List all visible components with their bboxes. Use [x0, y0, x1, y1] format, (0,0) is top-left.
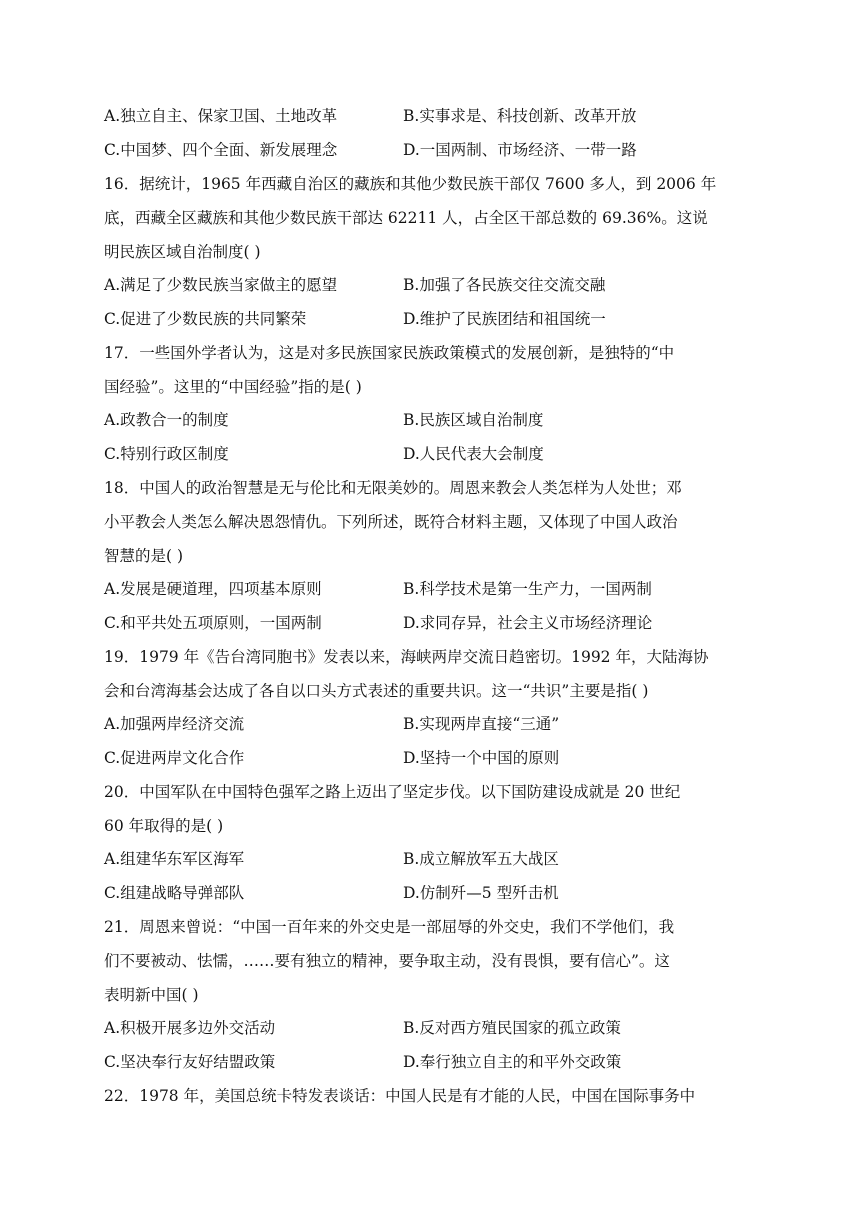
question-text-line: 60 年取得的是( ): [104, 817, 224, 835]
answer-option: A.满足了少数民族当家做主的愿望: [104, 276, 338, 294]
answer-option: D.坚持一个中国的原则: [403, 749, 560, 767]
answer-option: A.加强两岸经济交流: [104, 715, 245, 733]
question-text-line: 21．周恩来曾说：“中国一百年来的外交史是一部屈辱的外交史，我们不学他们，我: [104, 918, 675, 936]
answer-option: B.实事求是、科技创新、改革开放: [403, 107, 637, 125]
answer-option: B.加强了各民族交往交流交融: [403, 276, 606, 294]
question-text-line: 明民族区域自治制度( ): [104, 243, 261, 261]
answer-option: C.促进了少数民族的共同繁荣: [104, 310, 307, 328]
answer-option: A.独立自主、保家卫国、土地改革: [104, 107, 338, 125]
question-text-line: 20．中国军队在中国特色强军之路上迈出了坚定步伐。以下国防建设成就是 20 世纪: [104, 783, 681, 801]
question-text-line: 表明新中国( ): [104, 986, 199, 1004]
answer-option: A.政教合一的制度: [104, 411, 229, 429]
answer-option: D.维护了民族团结和祖国统一: [403, 310, 606, 328]
answer-option: D.仿制歼—5 型歼击机: [403, 884, 559, 902]
question-text-line: 19．1979 年《告台湾同胞书》发表以来，海峡两岸交流日趋密切。1992 年，大陆海协: [104, 648, 709, 666]
answer-option: A.积极开展多边外交活动: [104, 1019, 276, 1037]
answer-option: A.发展是硬道理，四项基本原则: [104, 580, 322, 598]
question-text-line: 18．中国人的政治智慧是无与伦比和无限美妙的。周恩来教会人类怎样为人处世；邓: [104, 479, 682, 497]
answer-option: A.组建华东军区海军: [104, 850, 245, 868]
question-text-line: 22．1978 年，美国总统卡特发表谈话：中国人民是有才能的人民，中国在国际事务中: [104, 1087, 696, 1105]
question-text-line: 小平教会人类怎么解决恩怨情仇。下列所述，既符合材料主题，又体现了中国人政治: [104, 513, 678, 531]
question-text-line: 底，西藏全区藏族和其他少数民族干部达 62211 人，占全区干部总数的 69.36%。这说: [104, 209, 708, 227]
answer-option: B.实现两岸直接“三通”: [403, 715, 560, 733]
question-text-line: 们不要被动、怯懦，……要有独立的精神，要争取主动，没有畏惧，要有信心”。这: [104, 952, 670, 970]
answer-option: B.反对西方殖民国家的孤立政策: [403, 1019, 621, 1037]
question-text-line: 会和台湾海基会达成了各自以口头方式表述的重要共识。这一“共识”主要是指( ): [104, 682, 649, 700]
answer-option: D.奉行独立自主的和平外交政策: [403, 1053, 622, 1071]
answer-option: B.成立解放军五大战区: [403, 850, 559, 868]
answer-option: C.组建战略导弹部队: [104, 884, 245, 902]
question-text-line: 16．据统计，1965 年西藏自治区的藏族和其他少数民族干部仅 7600 多人，到 2006 年: [104, 175, 717, 193]
question-text-line: 智慧的是( ): [104, 547, 184, 565]
answer-option: C.坚决奉行友好结盟政策: [104, 1053, 276, 1071]
answer-option: D.求同存异，社会主义市场经济理论: [403, 614, 653, 632]
answer-option: D.一国两制、市场经济、一带一路: [403, 141, 637, 159]
answer-option: C.中国梦、四个全面、新发展理念: [104, 141, 338, 159]
answer-option: B.民族区域自治制度: [403, 411, 544, 429]
answer-option: D.人民代表大会制度: [403, 445, 544, 463]
answer-option: C.和平共处五项原则，一国两制: [104, 614, 322, 632]
answer-option: C.促进两岸文化合作: [104, 749, 245, 767]
answer-option: B.科学技术是第一生产力，一国两制: [403, 580, 652, 598]
question-text-line: 17．一些国外学者认为，这是对多民族国家民族政策模式的发展创新，是独特的“中: [104, 344, 675, 362]
question-text-line: 国经验”。这里的“中国经验”指的是( ): [104, 378, 362, 396]
answer-option: C.特别行政区制度: [104, 445, 229, 463]
